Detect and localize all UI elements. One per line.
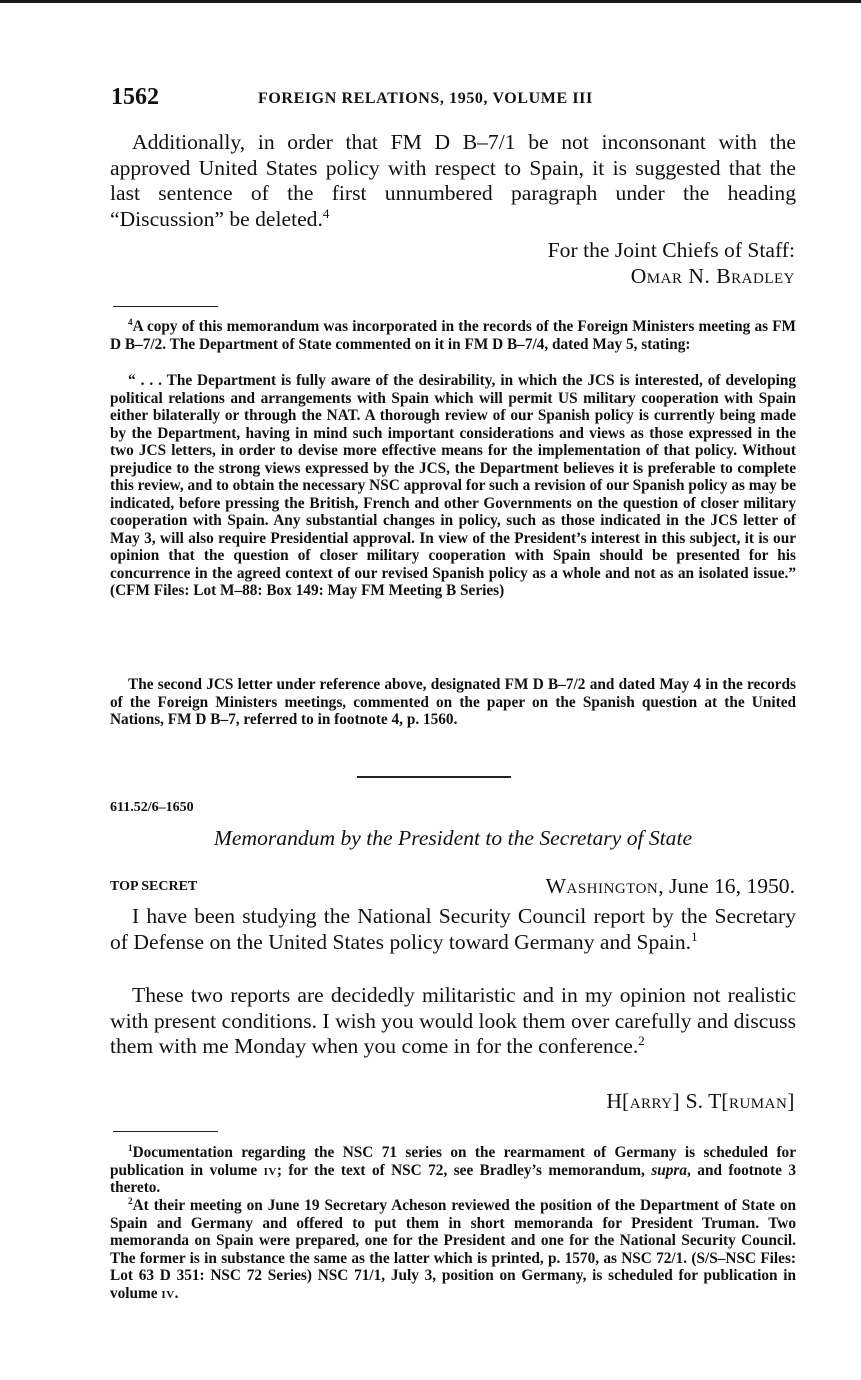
footnote-4-marker: 4 [128, 316, 133, 327]
memo-paragraph-2 [110, 983, 796, 1060]
section-divider [357, 776, 511, 778]
footnote-ref-1: 1 [691, 928, 698, 944]
signature-h-rest: [arry] [622, 1089, 681, 1113]
footnote-1-text-a: Documentation regarding the NSC 71 series on the rearmament of Germany is scheduled for publication in volume [110, 1144, 796, 1179]
footnote-2 [110, 1197, 796, 1302]
footnote-4-intro [110, 318, 796, 353]
signature-h: H [606, 1089, 623, 1113]
file-number: 611.52/6–1650 [110, 800, 194, 815]
footnote-2-marker: 2 [128, 1195, 133, 1206]
top-paragraph-text: Additionally, in order that FM D B–7/1 be not inconsonant with the approved United States policy with respect to Spain, it is suggested that the last sentence of the first unnumbered paragraph under the heading “Discussion” be deleted. [110, 130, 796, 231]
footnote-ref-4: 4 [322, 205, 330, 221]
memo-paragraph-1-text: I have been studying the National Security Council report by the Secretary of Defense on the United States policy toward Germany and Spain. [110, 904, 796, 954]
signature-t-rest: [ruman] [721, 1089, 795, 1113]
footnote-1 [110, 1144, 796, 1197]
footnote-4-closing: The second JCS letter under reference above, designated FM D B–7/2 and dated May 4 in the records of the Foreign Ministers meetings, commented on the paper on the Spanish question at the United Nations, FM D B–7, referred to in footnote 4, p. 1560. [110, 676, 796, 728]
footnote-1-supra: supra [651, 1161, 688, 1179]
footnote-1-marker: 1 [128, 1142, 133, 1153]
dateline-place: Washington [545, 874, 659, 898]
signature-name-bradley: Omar N. Bradley [630, 264, 795, 288]
footnote-2-volume: iv [161, 1284, 175, 1302]
page-top-rule [0, 0, 861, 3]
memo-paragraph-2-text: These two reports are decidedly militaristic and in my opinion not realistic with present conditions. I wish you would look them over carefully and discuss them with me Monday when you come in for the conference. [110, 983, 796, 1058]
document-title: Memorandum by the President to the Secretary of State [213, 826, 693, 850]
top-paragraph [110, 130, 796, 232]
footnote-rule-upper [113, 306, 218, 307]
footnote-1-text-b: ; for the text of NSC 72, see Bradley’s memorandum, [276, 1161, 652, 1179]
page-header [111, 84, 801, 114]
signature-s-t: S. T [680, 1089, 722, 1113]
page-number: 1562 [111, 84, 159, 110]
running-head: FOREIGN RELATIONS, 1950, VOLUME III [258, 90, 593, 107]
footnote-2-text-a: At their meeting on June 19 Secretary Acheson reviewed the position of the Department of State on Spain and Germany and offered to put them in short memoranda for President Truman. Two memoranda on Spain were prepared, one for the President and one for the National Security Council. The former is in substance the same as the latter which is printed, p. 1570, as NSC 72/1. (S/S–NSC Files: Lot 63 D 351: NSC 72 Series) NSC 71/1, July 3, position on Germany, is scheduled for publication in volume [110, 1197, 796, 1302]
footnote-1-text-c: , and footnote 3 thereto. [110, 1161, 796, 1196]
dateline [546, 874, 795, 899]
footnote-rule-lower [113, 1131, 218, 1132]
signature-truman [606, 1089, 795, 1114]
memo-paragraph-1 [110, 904, 796, 955]
footnote-4-quote: “ . . . The Department is fully aware of the desirability, in which the JCS is interested, of developing political relations and arrangements with Spain which will permit US military cooperation with Spain either bilaterally or through the NAT. A thorough review of our Spanish policy is currently being made by the Department, having in mind such important considerations and views as those expressed in the two JCS letters, in order to devise more effective means for the implementation of that policy. Without prejudice to the strong views expressed by the JCS, the Department believes it is preferable to complete this review, and to obtain the necessary NSC approval for such a revision of our Spanish policy as may be indicated, before pressing the British, French and other Governments on the question of closer military cooperation with Spain. Any substantial changes in policy, such as those indicated in the JCS letter of May 3, will also require Presidential approval. In view of the President’s interest in this subject, it is our opinion that the question of closer military cooperation with Spain should be presented for his concurrence in the agreed context of our revised Spanish policy as a whole and not as an isolated issue.” (CFM Files: Lot M–88: Box 149: May FM Meeting B Series) [110, 372, 796, 599]
footnote-1-volume: iv [263, 1161, 277, 1179]
footnote-ref-2: 2 [638, 1032, 645, 1048]
dateline-date: , June 16, 1950. [658, 874, 795, 898]
signature-for-line: For the Joint Chiefs of Staff: [547, 238, 795, 262]
footnote-4-intro-text: A copy of this memorandum was incorporated in the records of the Foreign Ministers meeting as FM D B–7/2. The Department of State commented on it in FM D B–7/4, dated May 5, stating: [110, 318, 796, 353]
footnote-2-text-b: . [174, 1284, 179, 1302]
classification: TOP SECRET [110, 879, 198, 894]
